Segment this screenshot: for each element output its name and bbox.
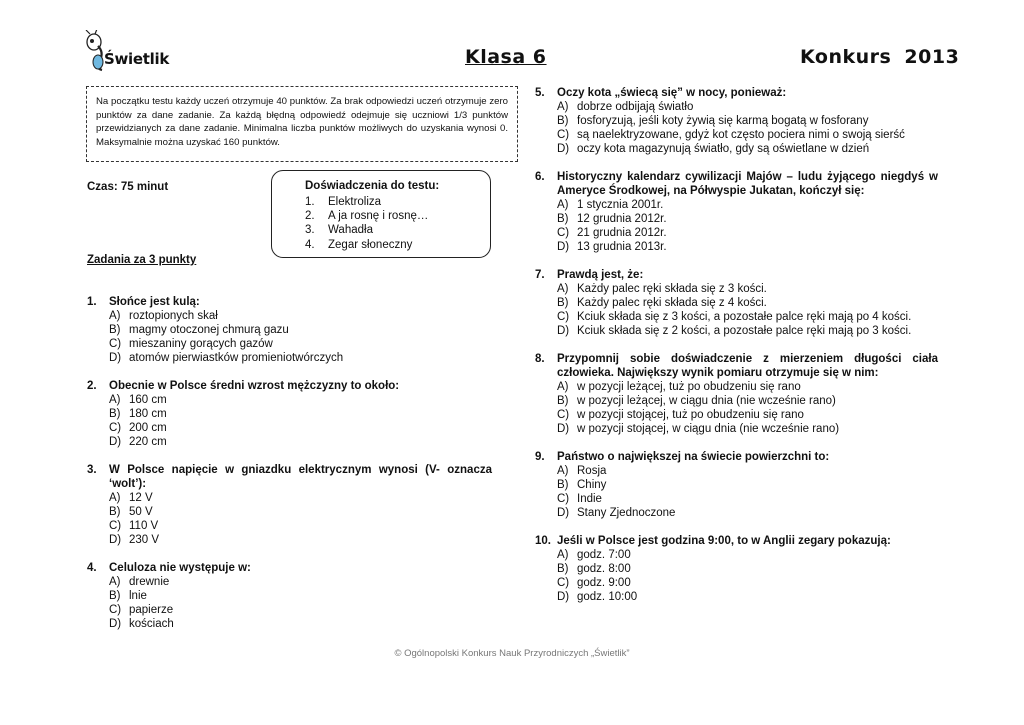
time-limit: Czas: 75 minut bbox=[87, 181, 169, 193]
experiment-item: 4. Zegar słoneczny bbox=[305, 238, 413, 251]
question-6: 6. Historyczny kalendarz cywilizacji Majów – ludu żyjącego niegdyś w Ameryce Środkowej, na Półwyspie Jukatan, kończył się: A) 1 stycznia 2001r. B) 12 grudnia 2012r. C) 21 grudnia 2012r. D) 13 grudnia 2013r. bbox=[535, 171, 938, 253]
section-title: Zadania za 3 punkty bbox=[87, 254, 197, 266]
class-title: Klasa 6 bbox=[465, 46, 547, 68]
experiment-item: 3. Wahadła bbox=[305, 224, 373, 237]
experiments-list bbox=[305, 195, 428, 252]
question-8: 8. Przypomnij sobie doświadczenie z mierzeniem długości ciała człowieka. Największy wynik pomiaru otrzymuje się w nim: A) w pozycji leżącej, tuż po obudzeniu się rano B) w pozycji leżącej, w ciągu dnia (nie wcześnie rano) C) w pozycji stojącej, tuż po obudzeniu się rano D) w pozycji stojącej, w ciągu dnia (nie wcześnie rano) bbox=[535, 353, 938, 435]
question-5: 5. Oczy kota „świecą się” w nocy, ponieważ: A) dobrze odbijają światło B) fosforyzują, jeśli koty żywią się karmą bogatą w fosforany C) są naelektryzowane, gdyż kot często pociera nimi o swoją sierść D) oczy kota magazynują światło, gdy są oświetlane w dzień bbox=[535, 87, 905, 155]
question-4: 4. Celuloza nie występuje w: A) drewnie B) lnie C) papierze D) kościach bbox=[87, 562, 251, 630]
experiments-title: Doświadczenia do testu: bbox=[305, 180, 440, 192]
question-9: 9. Państwo o największej na świecie powierzchni to: A) Rosja B) Chiny C) Indie D) Stany Zjednoczone bbox=[535, 451, 830, 519]
question-3: 3. W Polsce napięcie w gniazdku elektrycznym wynosi (V- oznacza ‘wolt’): A) 12 V B) 50 V C) 110 V D) 230 V bbox=[87, 464, 492, 546]
contest-title: Konkurs 2013 bbox=[800, 46, 960, 68]
experiment-item: 1. Elektroliza bbox=[305, 196, 382, 208]
experiment-item: 2. A ja rosnę i rosnę… bbox=[305, 210, 429, 223]
question-7: 7. Prawdą jest, że: A) Każdy palec ręki składa się z 3 kości. B) Każdy palec ręki składa się z 4 kości. C) Kciuk składa się z 3 kości, a pozostałe palce ręki mają po 4 kości. D) Kciuk składa się z 2 kości, a pozostałe palce ręki mają po 3 kości. bbox=[535, 269, 912, 337]
question-1: 1. Słońce jest kulą: A) roztopionych skał B) magmy otoczonej chmurą gazu C) mieszaniny gorących gazów D) atomów pierwiastków promieniotwórczych bbox=[87, 296, 344, 364]
question-10: 10. Jeśli w Polsce jest godzina 9:00, to w Anglii zegary pokazują: A) godz. 7:00 B) godz. 8:00 C) godz. 9:00 D) godz. 10:00 bbox=[535, 535, 891, 603]
logo bbox=[84, 30, 170, 74]
footer-copyright: © Ogólnopolski Konkurs Nauk Przyrodniczych „Świetlik” bbox=[394, 648, 630, 659]
logo-text: Świetlik bbox=[104, 50, 170, 68]
question-2: 2. Obecnie w Polsce średni wzrost mężczyzny to około: A) 160 cm B) 180 cm C) 200 cm D) 220 cm bbox=[87, 380, 400, 448]
rules-box: Na początku testu każdy uczeń otrzymuje 40 punktów. Za brak odpowiedzi uczeń otrzymuje zero punktów za dane zadanie. Za każdą błędną odpowiedź odejmuje się uczniowi 1/3 punktów przewidzianych za dane zadanie. Minimalna liczba punktów możliwych do uzyskania wynosi 0. Maksymalnie można uzyskać 160 punktów. bbox=[86, 86, 518, 162]
